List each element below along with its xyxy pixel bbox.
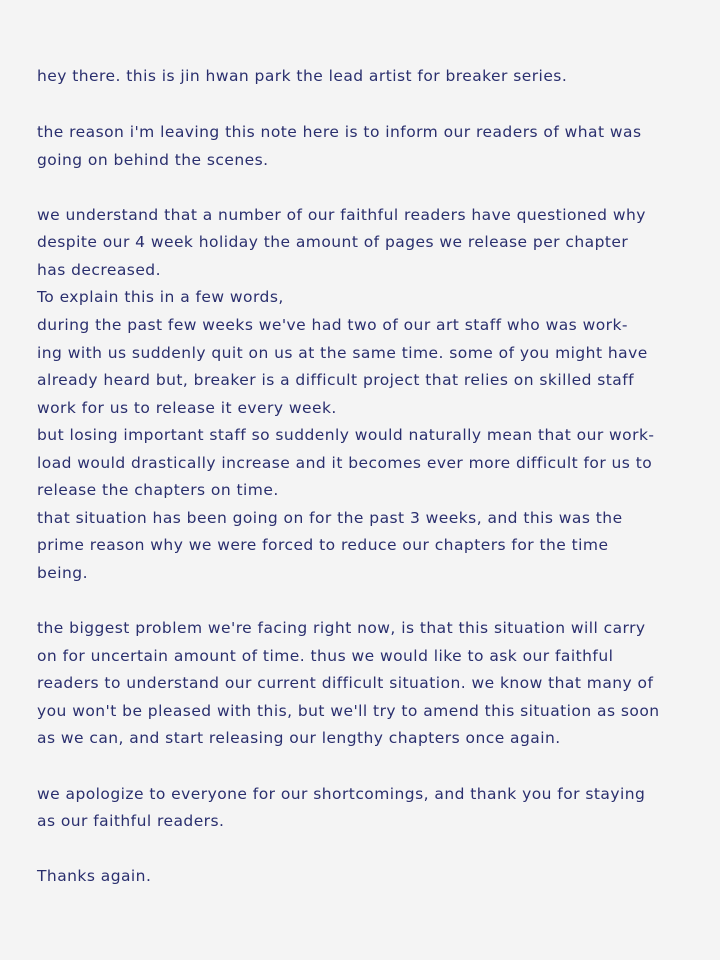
note-line: we apologize to everyone for our shortcomings, and thank you for staying xyxy=(37,785,646,803)
note-line: being. xyxy=(37,564,88,582)
note-line: despite our 4 week holiday the amount of pages we release per chapter xyxy=(37,233,629,251)
note-line: the biggest problem we're facing right now, is that this situation will carry xyxy=(37,619,646,637)
note-line: prime reason why we were forced to reduce our chapters for the time xyxy=(37,536,609,554)
note-line: but losing important staff so suddenly would naturally mean that our work- xyxy=(37,426,655,444)
note-line: load would drastically increase and it becomes ever more difficult for us to xyxy=(37,454,653,472)
note-line: that situation has been going on for the past 3 weeks, and this was the xyxy=(37,509,623,527)
note-line: already heard but, breaker is a difficult project that relies on skilled staff xyxy=(37,371,635,389)
note-line: ing with us suddenly quit on us at the same time. some of you might have xyxy=(37,344,648,362)
note-line: has decreased. xyxy=(37,261,161,279)
note-line: release the chapters on time. xyxy=(37,481,279,499)
note-text xyxy=(37,0,707,960)
note-line: you won't be pleased with this, but we'll try to amend this situation as soon xyxy=(37,702,660,720)
note-line: the reason i'm leaving this note here is to inform our readers of what was xyxy=(37,123,642,141)
note-line: readers to understand our current difficult situation. we know that many of xyxy=(37,674,654,692)
note-line: during the past few weeks we've had two of our art staff who was work- xyxy=(37,316,628,334)
note-line: Thanks again. xyxy=(37,867,152,885)
note-line: hey there. this is jin hwan park the lead artist for breaker series. xyxy=(37,67,568,85)
note-line: we understand that a number of our faithful readers have questioned why xyxy=(37,206,646,224)
note-line: as our faithful readers. xyxy=(37,812,225,830)
note-line: going on behind the scenes. xyxy=(37,151,269,169)
note-line: work for us to release it every week. xyxy=(37,399,337,417)
note-line: as we can, and start releasing our lengthy chapters once again. xyxy=(37,729,561,747)
note-line: To explain this in a few words, xyxy=(37,288,284,306)
note-line: on for uncertain amount of time. thus we would like to ask our faithful xyxy=(37,647,614,665)
